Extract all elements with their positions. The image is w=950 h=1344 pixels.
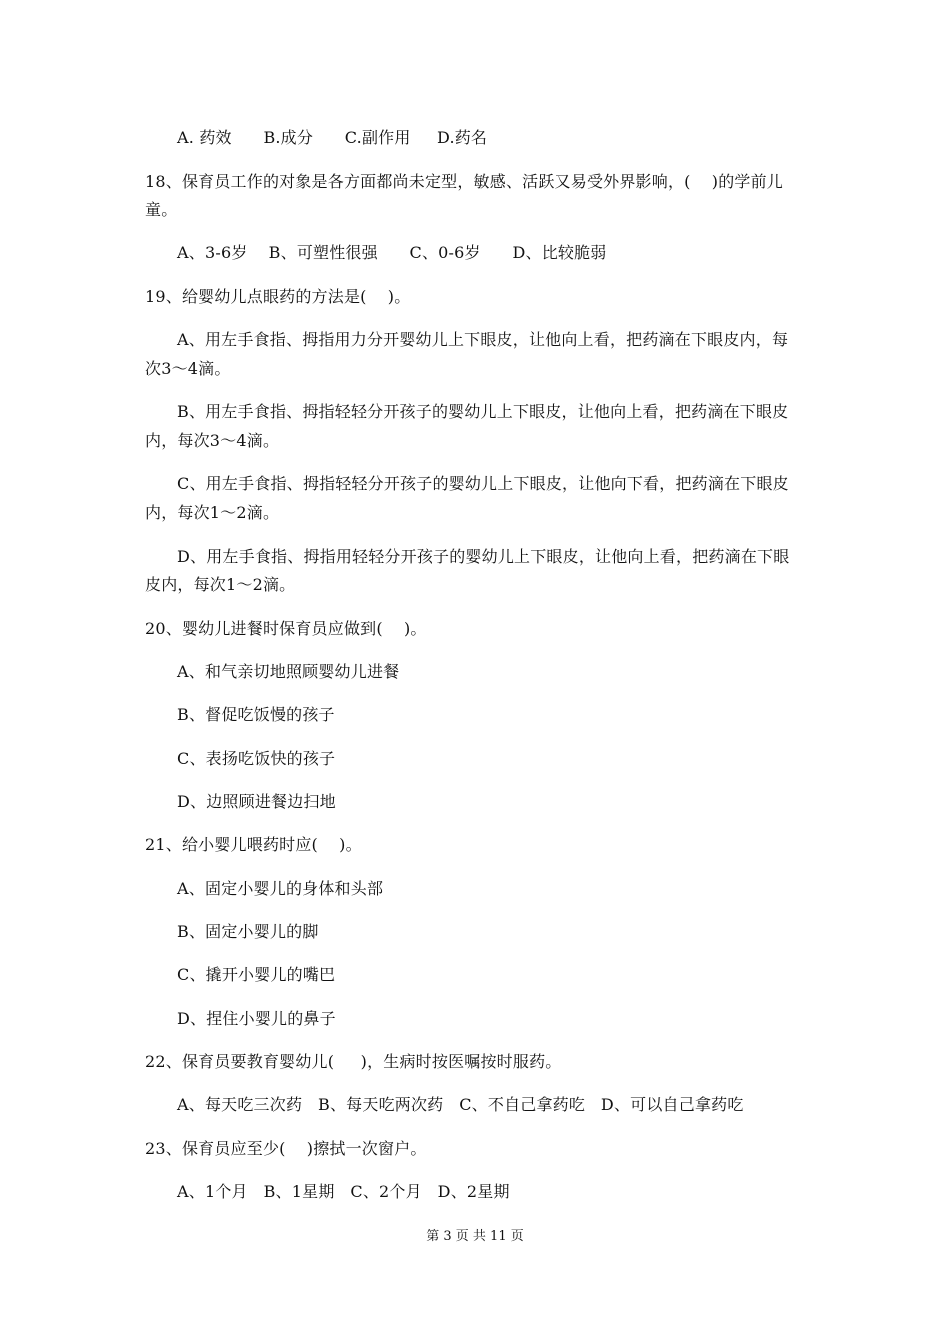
page-footer: 第 3 页 共 11 页 <box>426 1229 524 1244</box>
answer-option-line: D、捏住小婴儿的鼻子 <box>177 1009 336 1028</box>
answer-option-line: B、用左手食指、拇指轻轻分开孩子的婴幼儿上下眼皮，让他向上看，把药滴在下眼皮 <box>177 402 789 421</box>
question-line: 童。 <box>145 200 178 219</box>
answer-option-line: A、每天吃三次药 B、每天吃两次药 C、不自己拿药吃 D、可以自己拿药吃 <box>177 1095 744 1114</box>
answer-option-line: A、3-6岁 B、可塑性很强 C、0-6岁 D、比较脆弱 <box>177 243 607 262</box>
answer-option-line: A、和气亲切地照顾婴幼儿进餐 <box>177 662 400 681</box>
answer-option-line: D、边照顾进餐边扫地 <box>177 792 336 811</box>
question-line: 23、保育员应至少( )擦拭一次窗户。 <box>145 1139 427 1158</box>
question-line: 内，每次3～4滴。 <box>145 431 280 450</box>
answer-option-line: C、撬开小婴儿的嘴巴 <box>177 965 336 984</box>
question-line: 20、婴幼儿进餐时保育员应做到( )。 <box>145 619 427 638</box>
answer-option-line: A、固定小婴儿的身体和头部 <box>177 879 384 898</box>
question-line: 次3～4滴。 <box>145 359 231 378</box>
question-line: 21、给小婴儿喂药时应( )。 <box>145 835 362 854</box>
answer-option-line: B、督促吃饭慢的孩子 <box>177 705 335 724</box>
answer-option-line: C、用左手食指、拇指轻轻分开孩子的婴幼儿上下眼皮，让他向下看，把药滴在下眼皮 <box>177 474 789 493</box>
question-line: 22、保育员要教育婴幼儿( )，生病时按医嘱按时服药。 <box>145 1052 562 1071</box>
answer-option-line: A、1个月 B、1星期 C、2个月 D、2星期 <box>177 1182 510 1201</box>
answer-option-line: A、用左手食指、拇指用力分开婴幼儿上下眼皮，让他向上看，把药滴在下眼皮内，每 <box>177 330 789 349</box>
answer-option-line: B、固定小婴儿的脚 <box>177 922 319 941</box>
question-line: 内，每次1～2滴。 <box>145 503 280 522</box>
question-line: 19、给婴幼儿点眼药的方法是( )。 <box>145 287 411 306</box>
answer-option-line: A. 药效 B.成分 C.副作用 D.药名 <box>177 128 488 147</box>
question-line: 18、保育员工作的对象是各方面都尚未定型，敏感、活跃又易受外界影响，( )的学前儿 <box>145 172 783 191</box>
answer-option-line: C、表扬吃饭快的孩子 <box>177 749 336 768</box>
question-line: 皮内，每次1～2滴。 <box>145 575 296 594</box>
answer-option-line: D、用左手食指、拇指用轻轻分开孩子的婴幼儿上下眼皮，让他向上看，把药滴在下眼 <box>177 547 790 566</box>
